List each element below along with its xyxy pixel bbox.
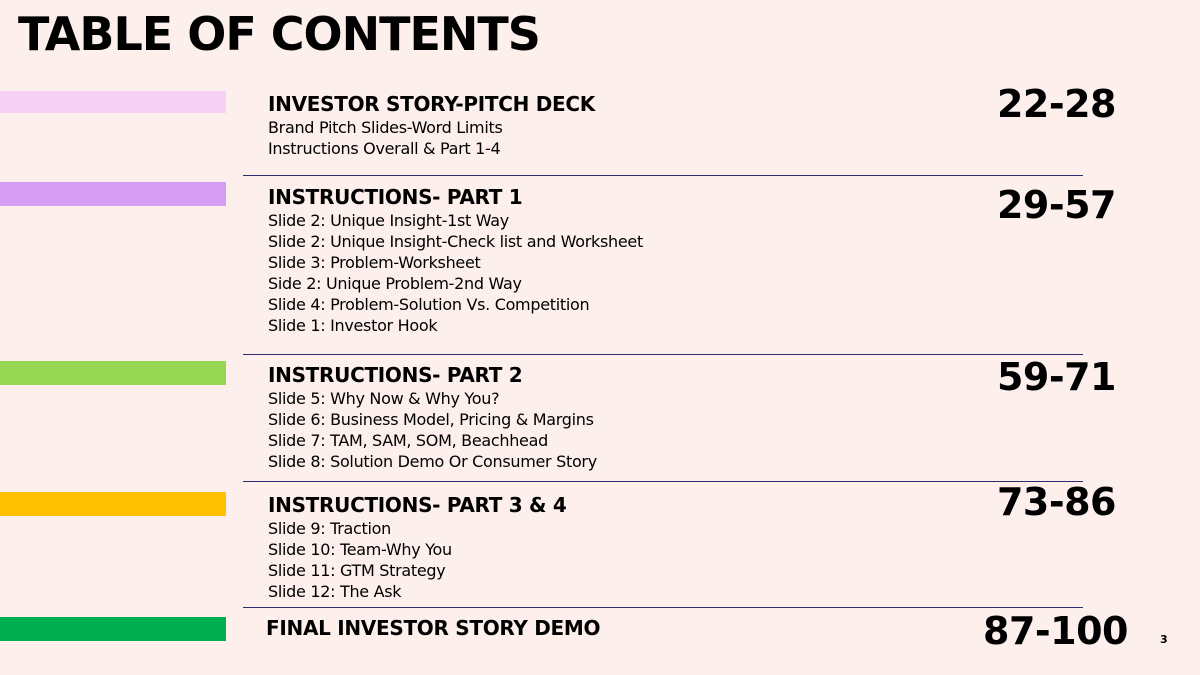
section-color-bar [0,617,226,641]
section-heading: INSTRUCTIONS- PART 1 [268,185,523,209]
section-item: Slide 11: GTM Strategy [268,561,446,580]
section-item: Slide 12: The Ask [268,582,402,601]
toc-section-investor-story [268,91,968,159]
section-item: Side 2: Unique Problem-2nd Way [268,274,522,293]
toc-section-part-2 [268,362,968,472]
divider [243,607,1083,608]
slide-number: 3 [1160,633,1168,646]
divider [243,481,1083,482]
section-item: Slide 4: Problem-Solution Vs. Competition [268,295,590,314]
section-color-bar [0,492,226,516]
section-item: Slide 6: Business Model, Pricing & Margins [268,410,594,429]
section-item: Brand Pitch Slides-Word Limits [268,118,503,137]
section-item: Slide 5: Why Now & Why You? [268,389,500,408]
toc-section-part-1 [268,184,968,336]
section-item: Slide 8: Solution Demo Or Consumer Story [268,452,597,471]
section-item: Slide 10: Team-Why You [268,540,452,559]
page-title: TABLE OF CONTENTS [18,7,540,61]
toc-section-final-demo [266,615,966,641]
page-range: 29-57 [996,183,1116,227]
section-heading: FINAL INVESTOR STORY DEMO [266,616,601,640]
page-range: 73-86 [996,480,1116,524]
divider [243,354,1083,355]
section-item: Slide 9: Traction [268,519,391,538]
page-range: 59-71 [996,355,1116,399]
page-range: 87-100 [983,609,1128,653]
section-item: Slide 2: Unique Insight-1st Way [268,211,509,230]
section-heading: INVESTOR STORY-PITCH DECK [268,92,595,116]
section-item: Instructions Overall & Part 1-4 [268,139,501,158]
section-heading: INSTRUCTIONS- PART 3 & 4 [268,493,567,517]
section-item: Slide 3: Problem-Worksheet [268,253,481,272]
section-color-bar [0,361,226,385]
toc-section-part-3-4 [268,492,968,602]
section-color-bar [0,91,226,113]
section-item: Slide 7: TAM, SAM, SOM, Beachhead [268,431,548,450]
section-item: Slide 2: Unique Insight-Check list and Worksheet [268,232,643,251]
section-heading: INSTRUCTIONS- PART 2 [268,363,523,387]
section-color-bar [0,182,226,206]
page-range: 22-28 [996,82,1116,126]
section-item: Slide 1: Investor Hook [268,316,438,335]
divider [243,175,1083,176]
